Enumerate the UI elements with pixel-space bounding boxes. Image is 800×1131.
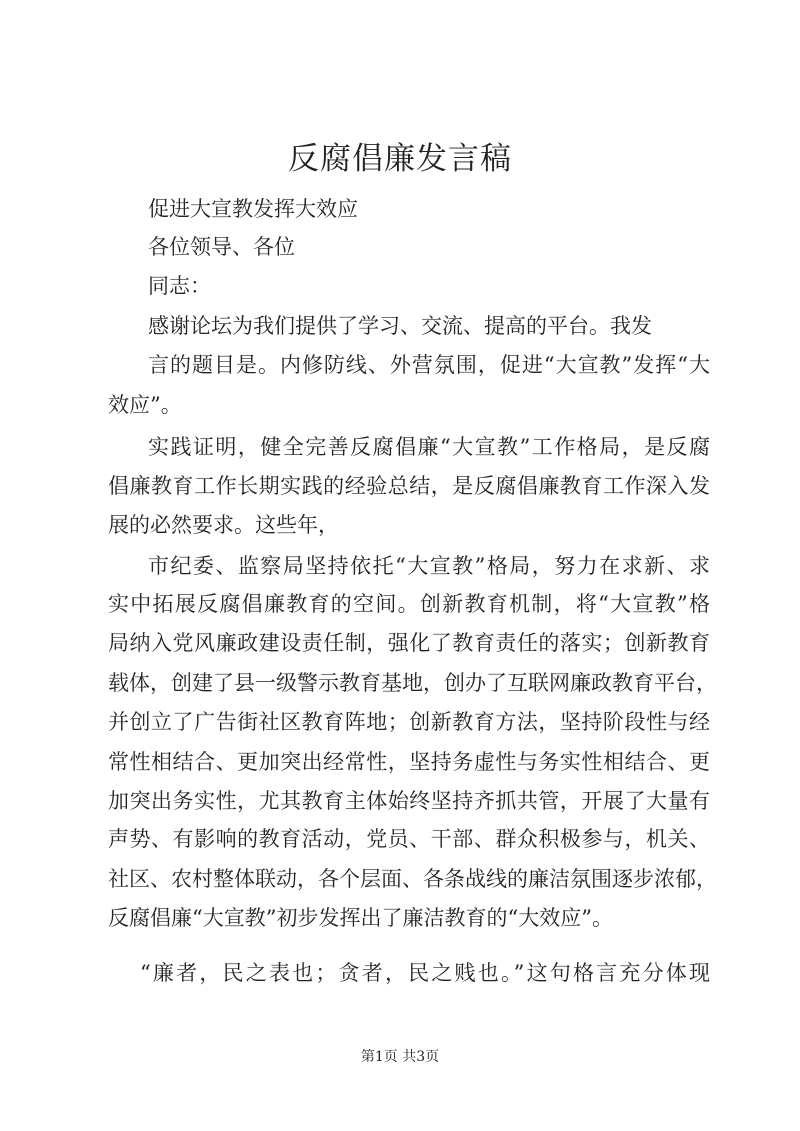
body-line: 反腐倡廉“大宣教”初步发挥出了廉洁教育的“大效应”。	[108, 906, 613, 930]
body-line: 实践证明，健全完善反腐倡廉“大宣教”工作格局，是反腐	[148, 435, 710, 459]
body-line: 言的题目是。内修防线、外营氛围，促进“大宣教”发挥“大	[148, 353, 710, 377]
body-line: 效应”。	[108, 393, 182, 417]
body-line: 倡廉教育工作长期实践的经验总结，是反腐倡廉教育工作深入发	[108, 474, 710, 498]
body-line: 市纪委、监察局坚持依托“大宣教”格局，努力在求新、求	[148, 554, 710, 578]
body-line: 常性相结合、更加突出经常性，坚持务虚性与务实性相结合、更	[108, 750, 710, 774]
body-line: 展的必然要求。这些年，	[108, 513, 339, 537]
document-title: 反腐倡廉发言稿	[288, 141, 512, 177]
subtitle-line: 促进大宣教发挥大效应	[148, 197, 358, 221]
body-line: 载体，创建了县一级警示教育基地，创办了互联网廉政教育平台，	[108, 671, 717, 695]
page-number: 第1页 共3页	[360, 1049, 440, 1065]
salutation-line: 各位领导、各位	[148, 235, 295, 259]
body-line: 并创立了广告街社区教育阵地；创新教育方法，坚持阶段性与经	[108, 710, 710, 734]
body-line: 感谢论坛为我们提供了学习、交流、提高的平台。我发	[148, 314, 652, 338]
body-line: “廉者，民之表也；贪者，民之贱也。”这句格言充分体现	[140, 961, 710, 985]
body-line: 加突出务实性，尤其教育主体始终坚持齐抓共管，开展了大量有	[108, 789, 710, 813]
salutation-line: 同志：	[148, 274, 211, 298]
body-line: 声势、有影响的教育活动，党员、干部、群众积极参与，机关、	[108, 827, 710, 851]
body-line: 实中拓展反腐倡廉教育的空间。创新教育机制，将“大宣教”格	[108, 592, 710, 616]
body-line: 局纳入党风廉政建设责任制，强化了教育责任的落实；创新教育	[108, 631, 710, 655]
body-line: 社区、农村整体联动，各个层面、各条战线的廉洁氛围逐步浓郁，	[108, 867, 717, 891]
